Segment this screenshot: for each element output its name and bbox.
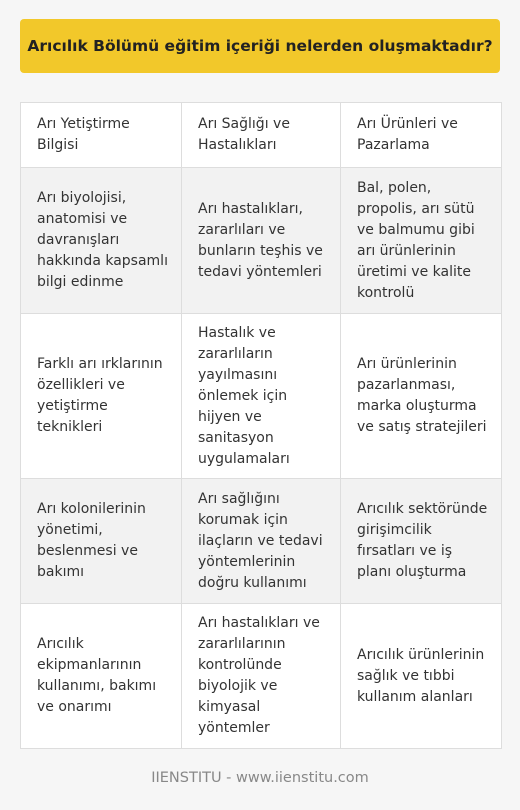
table-cell: Hastalık ve zararlıların yayılmasını önlemek için hijyen ve sanitasyon uygulamaları (182, 314, 341, 479)
table-cell: Bal, polen, propolis, arı sütü ve balmumu gibi arı ürünlerinin üretimi ve kalite kontrolü (341, 168, 501, 314)
table-cell: Arıcılık ürünlerinin sağlık ve tıbbi kullanım alanları (341, 604, 501, 748)
table-cell: Arıcılık sektöründe girişimcilik fırsatları ve iş planı oluşturma (341, 479, 501, 604)
table-cell: Arı sağlığını korumak için ilaçların ve tedavi yöntemlerinin doğru kullanımı (182, 479, 341, 604)
table-cell: Farklı arı ırklarının özellikleri ve yetiştirme teknikleri (21, 314, 182, 479)
table-cell: Arı hastalıkları ve zararlılarının kontrolünde biyolojik ve kimyasal yöntemler (182, 604, 341, 748)
table-header-cell: Arı Ürünleri ve Pazarlama (341, 103, 501, 168)
table-cell: Arı biyolojisi, anatomisi ve davranışları hakkında kapsamlı bilgi edinme (21, 168, 182, 314)
table-cell: Arıcılık ekipmanlarının kullanımı, bakımı ve onarımı (21, 604, 182, 748)
content-table (20, 102, 502, 749)
page-title: Arıcılık Bölümü eğitim içeriği nelerden oluşmaktadır? (27, 37, 493, 55)
title-banner (20, 19, 500, 73)
table-header-cell: Arı Yetiştirme Bilgisi (21, 103, 182, 168)
table-header-cell: Arı Sağlığı ve Hastalıkları (182, 103, 341, 168)
table-cell: Arı ürünlerinin pazarlanması, marka oluşturma ve satış stratejileri (341, 314, 501, 479)
table-cell: Arı hastalıkları, zararlıları ve bunların teşhis ve tedavi yöntemleri (182, 168, 341, 314)
table-cell: Arı kolonilerinin yönetimi, beslenmesi ve bakımı (21, 479, 182, 604)
footer-credit: IIENSTITU - www.iienstitu.com (151, 770, 369, 786)
